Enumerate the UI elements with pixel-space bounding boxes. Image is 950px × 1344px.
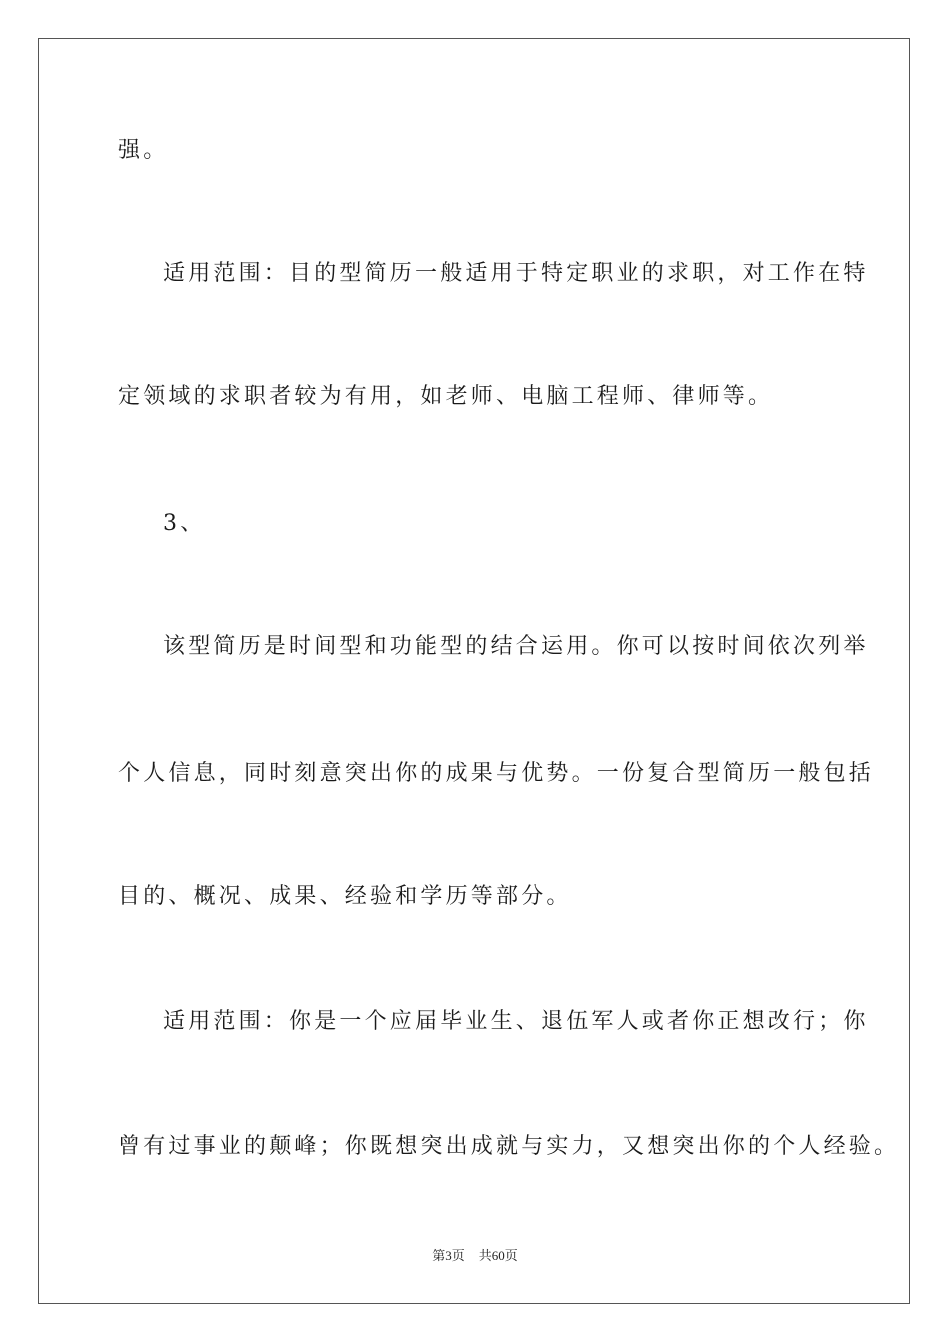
page-number: 第3页 xyxy=(432,1248,465,1263)
paragraph-line: 曾有过事业的颠峰；你既想突出成就与实力，又想突出你的个人经验。 xyxy=(118,1134,900,1159)
paragraph-line: 该型简历是时间型和功能型的结合运用。你可以按时间依次列举 xyxy=(163,634,869,659)
page-border xyxy=(38,38,910,1304)
page-footer xyxy=(0,1247,950,1265)
paragraph-line: 适用范围：你是一个应届毕业生、退伍军人或者你正想改行；你 xyxy=(163,1009,869,1034)
page-total: 共60页 xyxy=(478,1248,518,1263)
section-number: 3、 xyxy=(163,511,206,536)
paragraph-line: 定领域的求职者较为有用，如老师、电脑工程师、律师等。 xyxy=(118,384,774,409)
paragraph-line: 目的、概况、成果、经验和学历等部分。 xyxy=(118,884,572,909)
paragraph-line: 个人信息，同时刻意突出你的成果与优势。一份复合型简历一般包括 xyxy=(118,761,875,786)
paragraph-line: 适用范围：目的型简历一般适用于特定职业的求职，对工作在特 xyxy=(163,261,869,286)
paragraph-line: 强。 xyxy=(118,138,169,163)
